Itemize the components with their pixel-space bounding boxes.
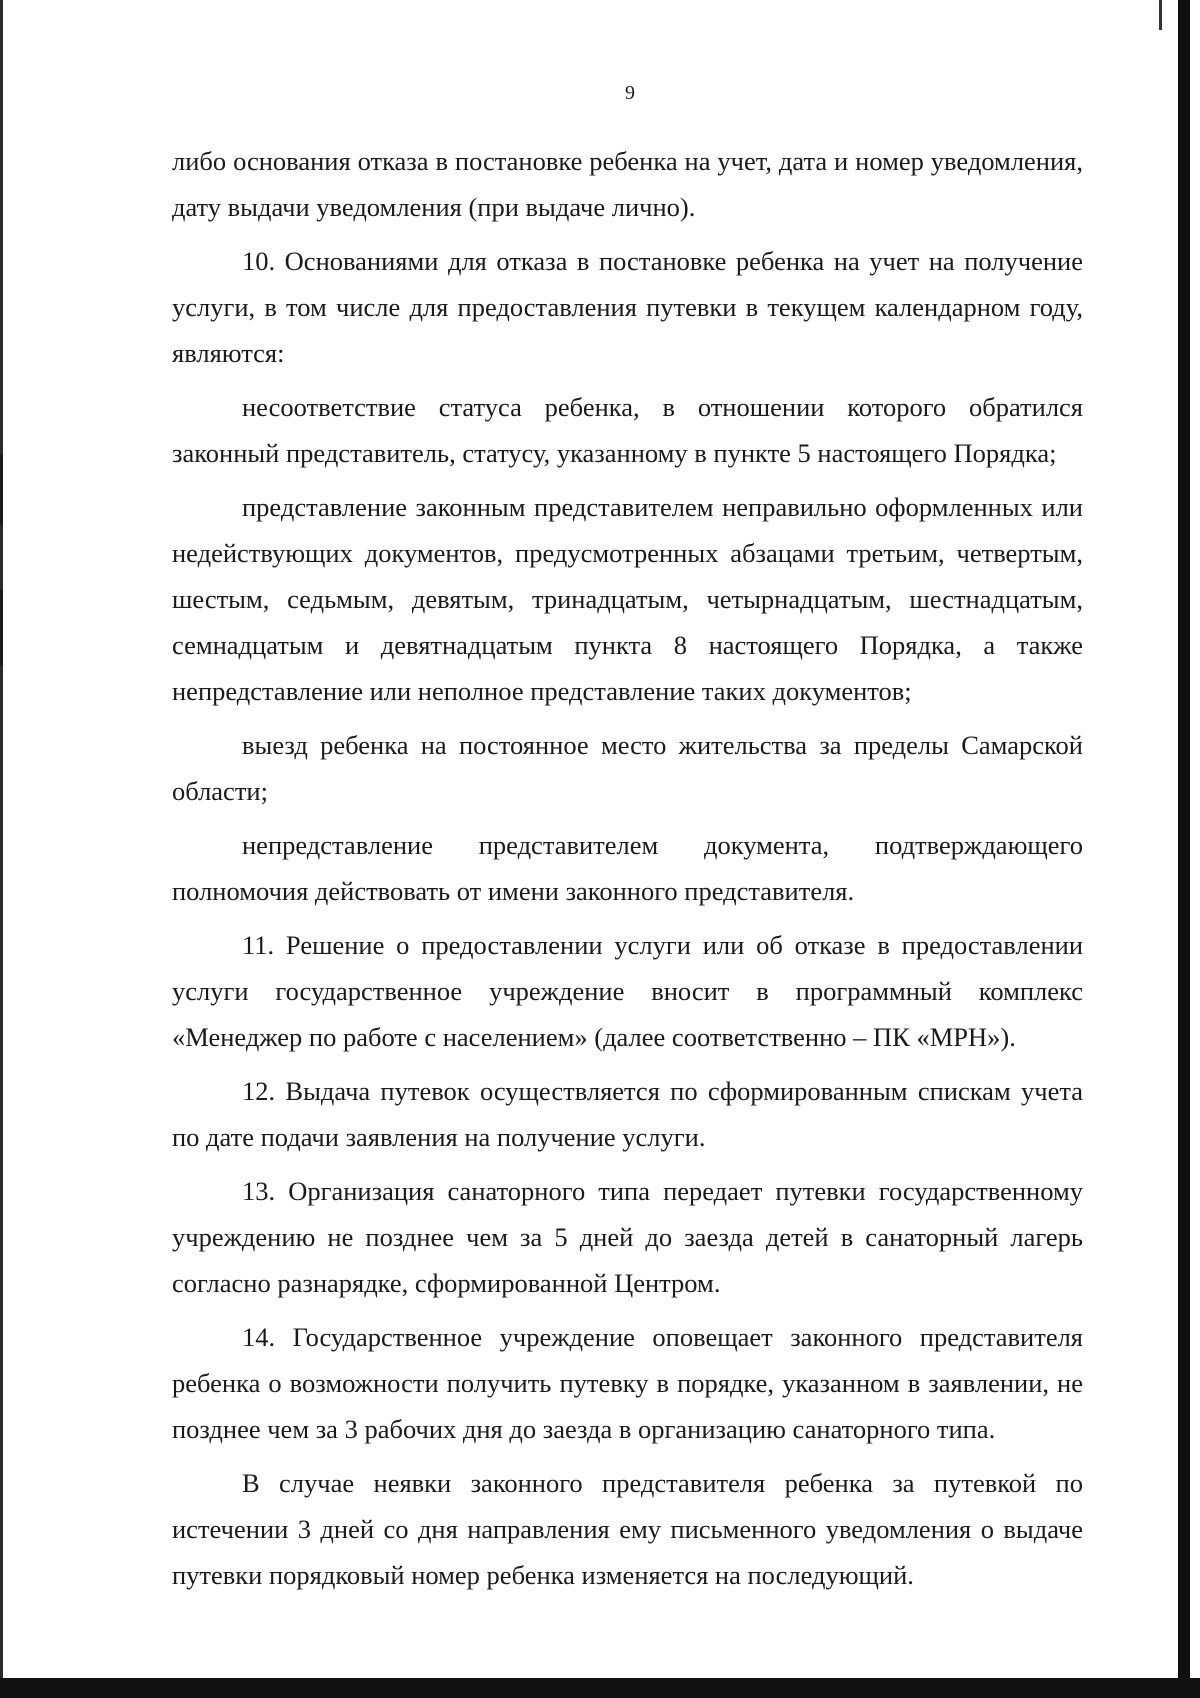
paragraph-ground-authority: непредставление представителем документа, подтверждающего полномочия действовать от имени законного представителя. [172,830,1083,906]
paragraph-no-show: В случае неявки законного представителя ребенка за путевкой по истечении 3 дней со дня направления ему письменного уведомления о выдаче путевки порядковый номер ребенка изменяется на последующий. [172,1468,1083,1590]
paragraph-item-12: 12. Выдача путевок осуществляется по сформированным спискам учета по дате подачи заявления на получение услуги. [172,1076,1083,1152]
paragraph-ground-relocation: выезд ребенка на постоянное место жительства за пределы Самарской области; [172,730,1083,806]
paragraph-item-13: 13. Организация санаторного типа передает путевки государственному учреждению не позднее чем за 5 дней до заезда детей в санаторный лагерь согласно разнарядке, сформированной Центром. [172,1176,1083,1298]
scan-mark-left [0,455,3,525]
paragraph-item-11: 11. Решение о предоставлении услуги или об отказе в предоставлении услуги государственное учреждение вносит в программный комплекс «Менеджер по работе с населением» (далее соответственно – ПК «МРН»). [172,930,1083,1052]
paragraph-item-14: 14. Государственное учреждение оповещает законного представителя ребенка о возможности получить путевку в порядке, указанном в заявлении, не позднее чем за 3 рабочих дня до заезда в организацию санаторного типа. [172,1322,1083,1444]
scan-edge-right [1178,0,1190,1698]
scan-edge-right-thin [1159,0,1162,30]
paragraph-ground-status: несоответствие статуса ребенка, в отношении которого обратился законный представитель, статусу, указанному в пункте 5 настоящего Порядка; [172,392,1083,468]
scan-edge-left [0,0,3,1698]
paragraph-ground-documents: представление законным представителем неправильно оформленных или недействующих документов, предусмотренных абзацами третьим, четвертым, шестым, седьмым, девятым, тринадцатым, четырнадцатым, шестнадцатым, семнадцатым и девятнадцатым пункта 8 настоящего Порядка, а также непредставление или неполное представление таких документов; [172,492,1083,706]
document-body [172,138,1083,1598]
paragraph-continuation: либо основания отказа в постановке ребенка на учет, дата и номер уведомления, дату выдачи уведомления (при выдаче лично). [172,146,1083,222]
paragraph-item-10: 10. Основаниями для отказа в постановке ребенка на учет на получение услуги, в том числе для предоставления путевки в текущем календарном году, являются: [172,246,1083,368]
scan-mark-left [0,590,3,665]
scan-edge-bottom [0,1678,1200,1698]
page-number: 9 [625,82,635,104]
